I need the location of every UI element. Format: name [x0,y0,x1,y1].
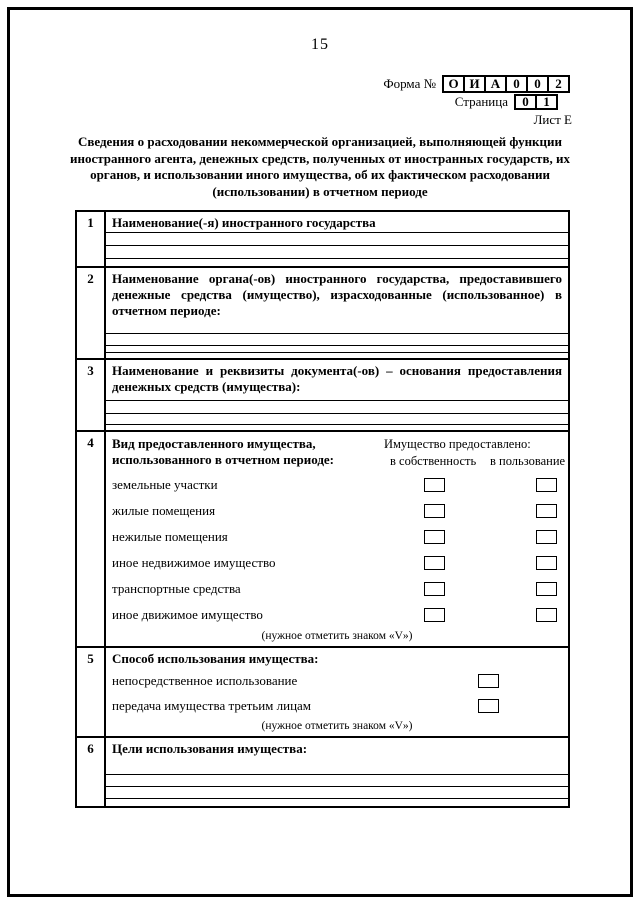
ownership-checkbox[interactable] [424,504,445,518]
property-row [106,498,568,524]
write-line [106,346,568,353]
ownership-checkbox[interactable] [424,530,445,544]
page-code-label: Страница [454,94,508,109]
write-line [106,320,568,334]
section-1-content [106,212,568,266]
section-6-number: 6 [77,738,106,806]
property-row [106,472,568,498]
property-label: нежилые помещения [112,529,228,544]
property-type-list [106,472,568,628]
section-5-number: 5 [77,648,106,736]
property-label: транспортные средства [112,581,241,596]
section-4 [77,432,568,648]
section-4-header [106,432,568,472]
section-6-title: Цели использования имущества: [112,741,308,756]
usage-checkbox[interactable] [536,556,557,570]
section-3-title: Наименование и реквизиты документа(-ов) – основания предоставления денежных средств (имущества): [112,363,562,394]
section-4-number: 4 [77,432,106,646]
ownership-checkbox[interactable] [424,582,445,596]
usage-checkbox[interactable] [536,608,557,622]
section-6-content [106,738,568,806]
spacer [106,799,568,806]
write-line [106,246,568,259]
usage-checkbox[interactable] [536,582,557,596]
section-6 [77,738,568,806]
ownership-checkbox[interactable] [424,608,445,622]
section-3-content [106,360,568,430]
page-code-box: 0 [514,94,537,110]
usage-method-row [106,693,568,718]
spacer [106,425,568,430]
form-number-row [383,75,570,93]
write-line [106,233,568,246]
usage-checkbox[interactable] [536,530,557,544]
ownership-checkbox[interactable] [424,556,445,570]
form-code-box: 0 [526,75,549,93]
column-usage-header: в пользование [490,454,566,468]
usage-checkbox[interactable] [536,478,557,492]
write-line [106,414,568,425]
page-number: 15 [311,36,329,53]
spacer [106,259,568,266]
form-code-box: 0 [505,75,528,93]
usage-method-label: передача имущества третьим лицам [112,697,312,713]
write-line [106,758,568,775]
usage-method-row [106,668,568,693]
write-line [106,401,568,414]
property-row [106,576,568,602]
property-label: жилые помещения [112,503,216,518]
section-1-title: Наименование(-я) иностранного государства [106,212,568,233]
section-5 [77,648,568,738]
mark-note: (нужное отметить знаком «V») [261,720,413,732]
ownership-checkbox[interactable] [424,478,445,492]
spacer [106,353,568,358]
direct-use-checkbox[interactable] [478,674,499,688]
usage-checkbox[interactable] [536,504,557,518]
section-4-content [106,432,568,646]
column-ownership-header: в собственность [390,454,477,468]
write-line [106,775,568,787]
page-code-row [455,94,558,110]
section-4-title: Вид предоставленного имущества, использованного в отчетном периоде: [112,436,335,467]
property-row [106,550,568,576]
page-code-boxes [514,94,558,110]
mark-note: (нужное отметить знаком «V») [261,630,413,642]
property-row [106,524,568,550]
page-code-box: 1 [535,94,558,110]
sheet-label: Лист Е [533,112,572,127]
form-code-box: 2 [547,75,570,93]
form-number-label: Форма № [383,76,436,91]
property-label: иное движимое имущество [112,607,263,622]
section-2-number: 2 [77,268,106,358]
write-line [106,787,568,799]
form-code-box: И [463,75,486,93]
section-3 [77,360,568,432]
form-table [75,210,570,808]
form-code-box: О [442,75,465,93]
form-code-box: А [484,75,507,93]
property-row [106,602,568,628]
section-2-title: Наименование органа(-ов) иностранного государства, предоставившего денежные средства (имущество), израсходованные (использованное) в отчетном периоде: [112,271,562,318]
section-3-number: 3 [77,360,106,430]
transfer-to-third-parties-checkbox[interactable] [478,699,499,713]
section-5-content [106,648,568,736]
write-line [106,334,568,346]
property-label: иное недвижимое имущество [112,555,276,570]
section-1 [77,212,568,268]
provided-columns-header: Имущество предоставлено: [384,437,531,451]
usage-method-label: непосредственное использование [112,672,298,688]
section-2 [77,268,568,360]
property-label: земельные участки [112,477,218,492]
section-2-content [106,268,568,358]
section-1-number: 1 [77,212,106,266]
form-code-boxes [442,75,570,93]
document-title: Сведения о расходовании некоммерческой организацией, выполняющей функции иностранного агента, денежных средств, полученных от иностранных государств, их органов, и использовании иного имущества, об их фактическом расходовании (использовании) в отчетном периоде [70,134,570,199]
section-5-title: Способ использования имущества: [112,651,319,666]
